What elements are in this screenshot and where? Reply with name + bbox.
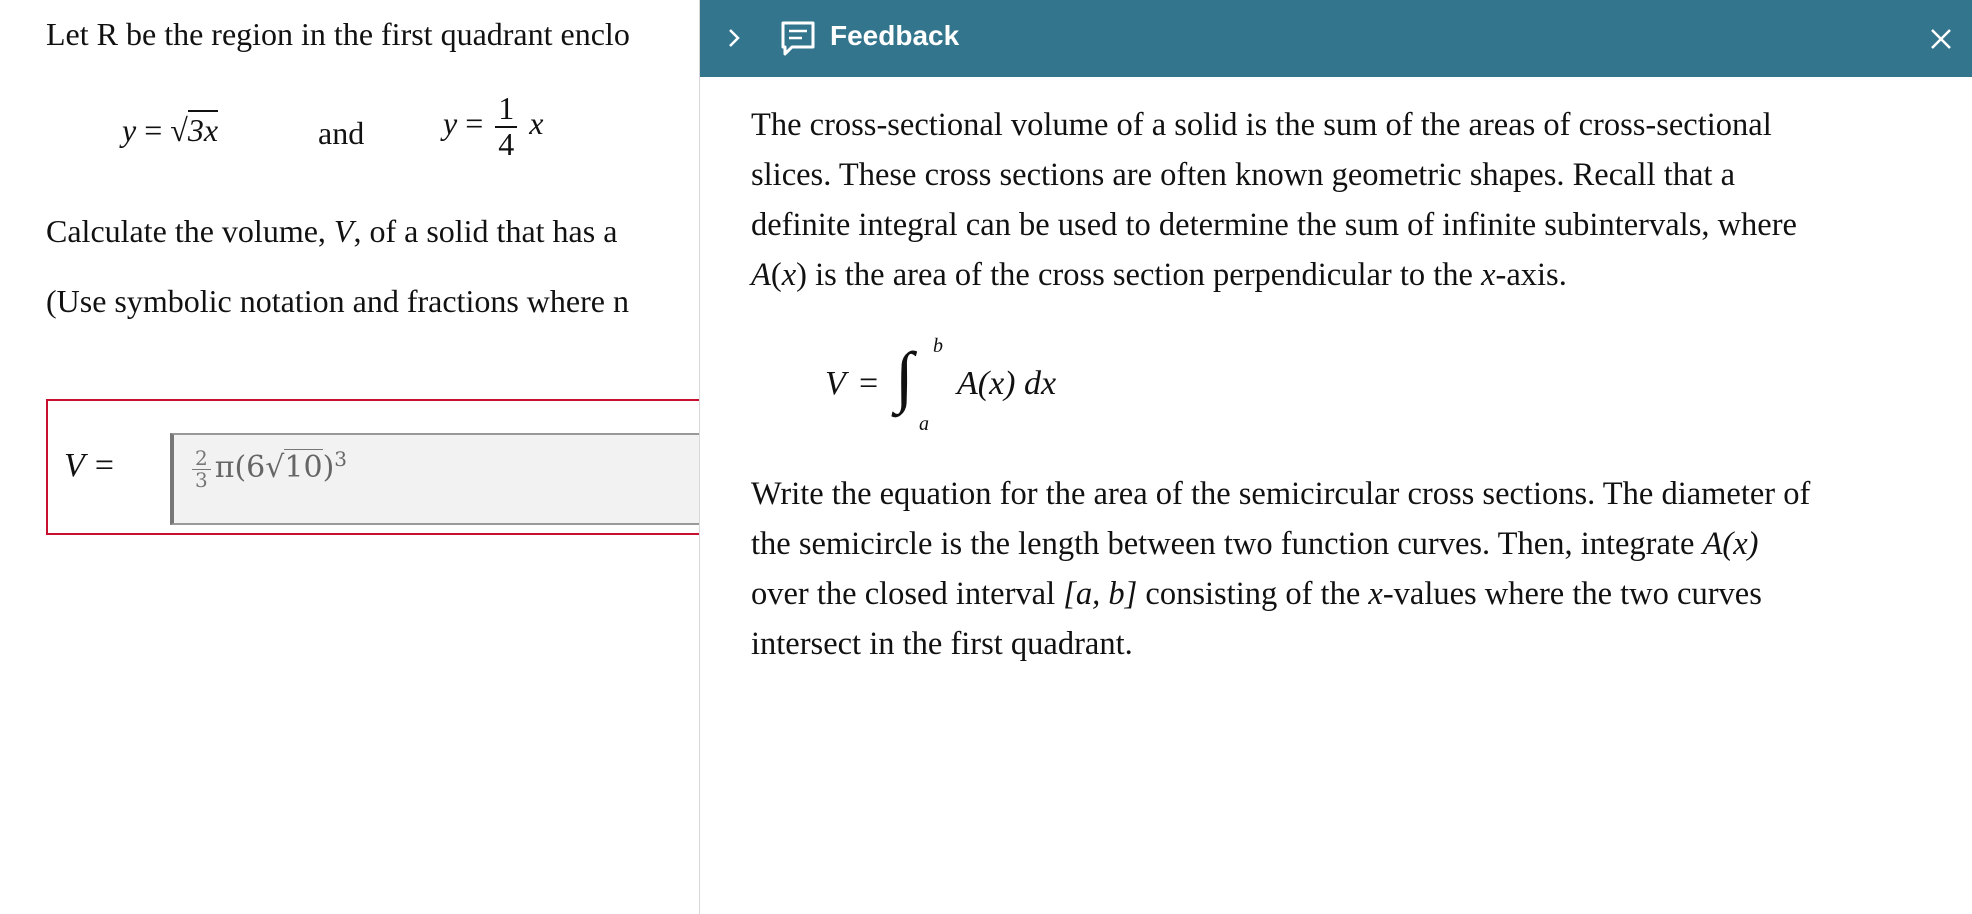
curve2-equation: y = $\frac{1}{4}$ x <box>443 90 544 162</box>
curve1-equation: y = √3x <box>122 112 219 148</box>
curve1-lhs: y <box>122 112 137 148</box>
answer-fraction <box>192 445 211 492</box>
integrand: A(x) dx <box>957 365 1057 402</box>
curve2-denominator: 4 <box>498 125 515 162</box>
answer-input[interactable] <box>170 433 700 525</box>
feedback-paragraph-2 <box>751 469 1946 669</box>
integral-lhs: V <box>825 365 846 402</box>
answer-sqrt-symbol: √ <box>265 450 285 485</box>
integral-upper-limit: b <box>933 335 943 357</box>
text-fragment: -axis. <box>1495 257 1567 293</box>
axis-variable: x <box>1481 257 1496 293</box>
panel-title: Feedback <box>830 20 960 51</box>
axis-variable: x <box>1368 576 1383 612</box>
curve2-lhs: y <box>443 104 458 141</box>
area-function: A(x) <box>1702 526 1759 562</box>
close-icon[interactable] <box>1926 24 1956 54</box>
answer-denominator: 3 <box>195 467 208 492</box>
text-fragment: over the closed interval <box>751 576 1064 612</box>
feedback-line <box>751 569 1946 619</box>
paren: ) <box>796 257 807 293</box>
feedback-line: slices. These cross sections are often known geometric shapes. Recall that a <box>751 157 1736 193</box>
curve2-variable: x <box>529 104 544 141</box>
answer-label-text: V = <box>64 447 116 484</box>
feedback-line <box>751 519 1946 569</box>
answer-radicand: 10 <box>284 450 323 485</box>
feedback-panel <box>699 0 1972 914</box>
integral-lower-limit: a <box>919 413 929 435</box>
feedback-line: The cross-sectional volume of a solid is the sum of the areas of cross-sectional <box>751 107 1772 143</box>
feedback-line <box>751 250 1946 300</box>
volume-integral <box>825 335 1125 445</box>
connector-text: and <box>318 115 365 151</box>
area-function-arg: x <box>781 257 797 293</box>
text-fragment: consisting of the <box>1137 576 1369 612</box>
answer-paren-close: ) <box>322 450 335 485</box>
sqrt-symbol: √ <box>170 112 188 148</box>
calc-variable: V <box>333 213 354 249</box>
curve1-radicand: 3x <box>187 112 219 148</box>
calc-suffix: , of a solid that has a <box>353 213 618 249</box>
closed-interval: [a, b] <box>1063 576 1138 612</box>
area-function-symbol: A <box>751 257 771 293</box>
question-area <box>0 0 700 914</box>
notation-hint: (Use symbolic notation and fractions where n <box>46 283 629 319</box>
calculate-text <box>46 213 617 250</box>
curve2-fraction <box>495 92 517 161</box>
answer-label <box>64 447 116 485</box>
answer-paren-open: (6 <box>234 450 266 485</box>
problem-intro: Let R be the region in the first quadrant enclo <box>46 16 630 52</box>
calc-prefix: Calculate the volume, <box>46 213 334 249</box>
text-fragment: the semicircle is the length between two function curves. Then, integrate <box>751 526 1703 562</box>
integral-equals: = <box>859 365 879 402</box>
curve2-numerator: 1 <box>495 92 517 128</box>
answer-pi: π <box>214 450 235 485</box>
feedback-header <box>700 0 1972 77</box>
feedback-line: intersect in the first quadrant. <box>751 626 1133 662</box>
text-fragment: is the area of the cross section perpendicular to the <box>806 257 1482 293</box>
paren: ( <box>770 257 782 293</box>
message-icon <box>780 20 816 58</box>
answer-exponent: 3 <box>334 447 348 471</box>
integral-sign: ∫ <box>895 338 914 414</box>
text-fragment: -values where the two curves <box>1382 576 1762 612</box>
feedback-line: definite integral can be used to determine the sum of infinite subintervals, where <box>751 207 1797 243</box>
feedback-line: Write the equation for the area of the semicircular cross sections. The diameter of <box>751 476 1811 512</box>
feedback-paragraph-1 <box>751 100 1946 300</box>
answer-box <box>46 399 700 535</box>
answer-numerator: 2 <box>192 448 211 470</box>
chevron-right-icon[interactable] <box>720 20 750 56</box>
